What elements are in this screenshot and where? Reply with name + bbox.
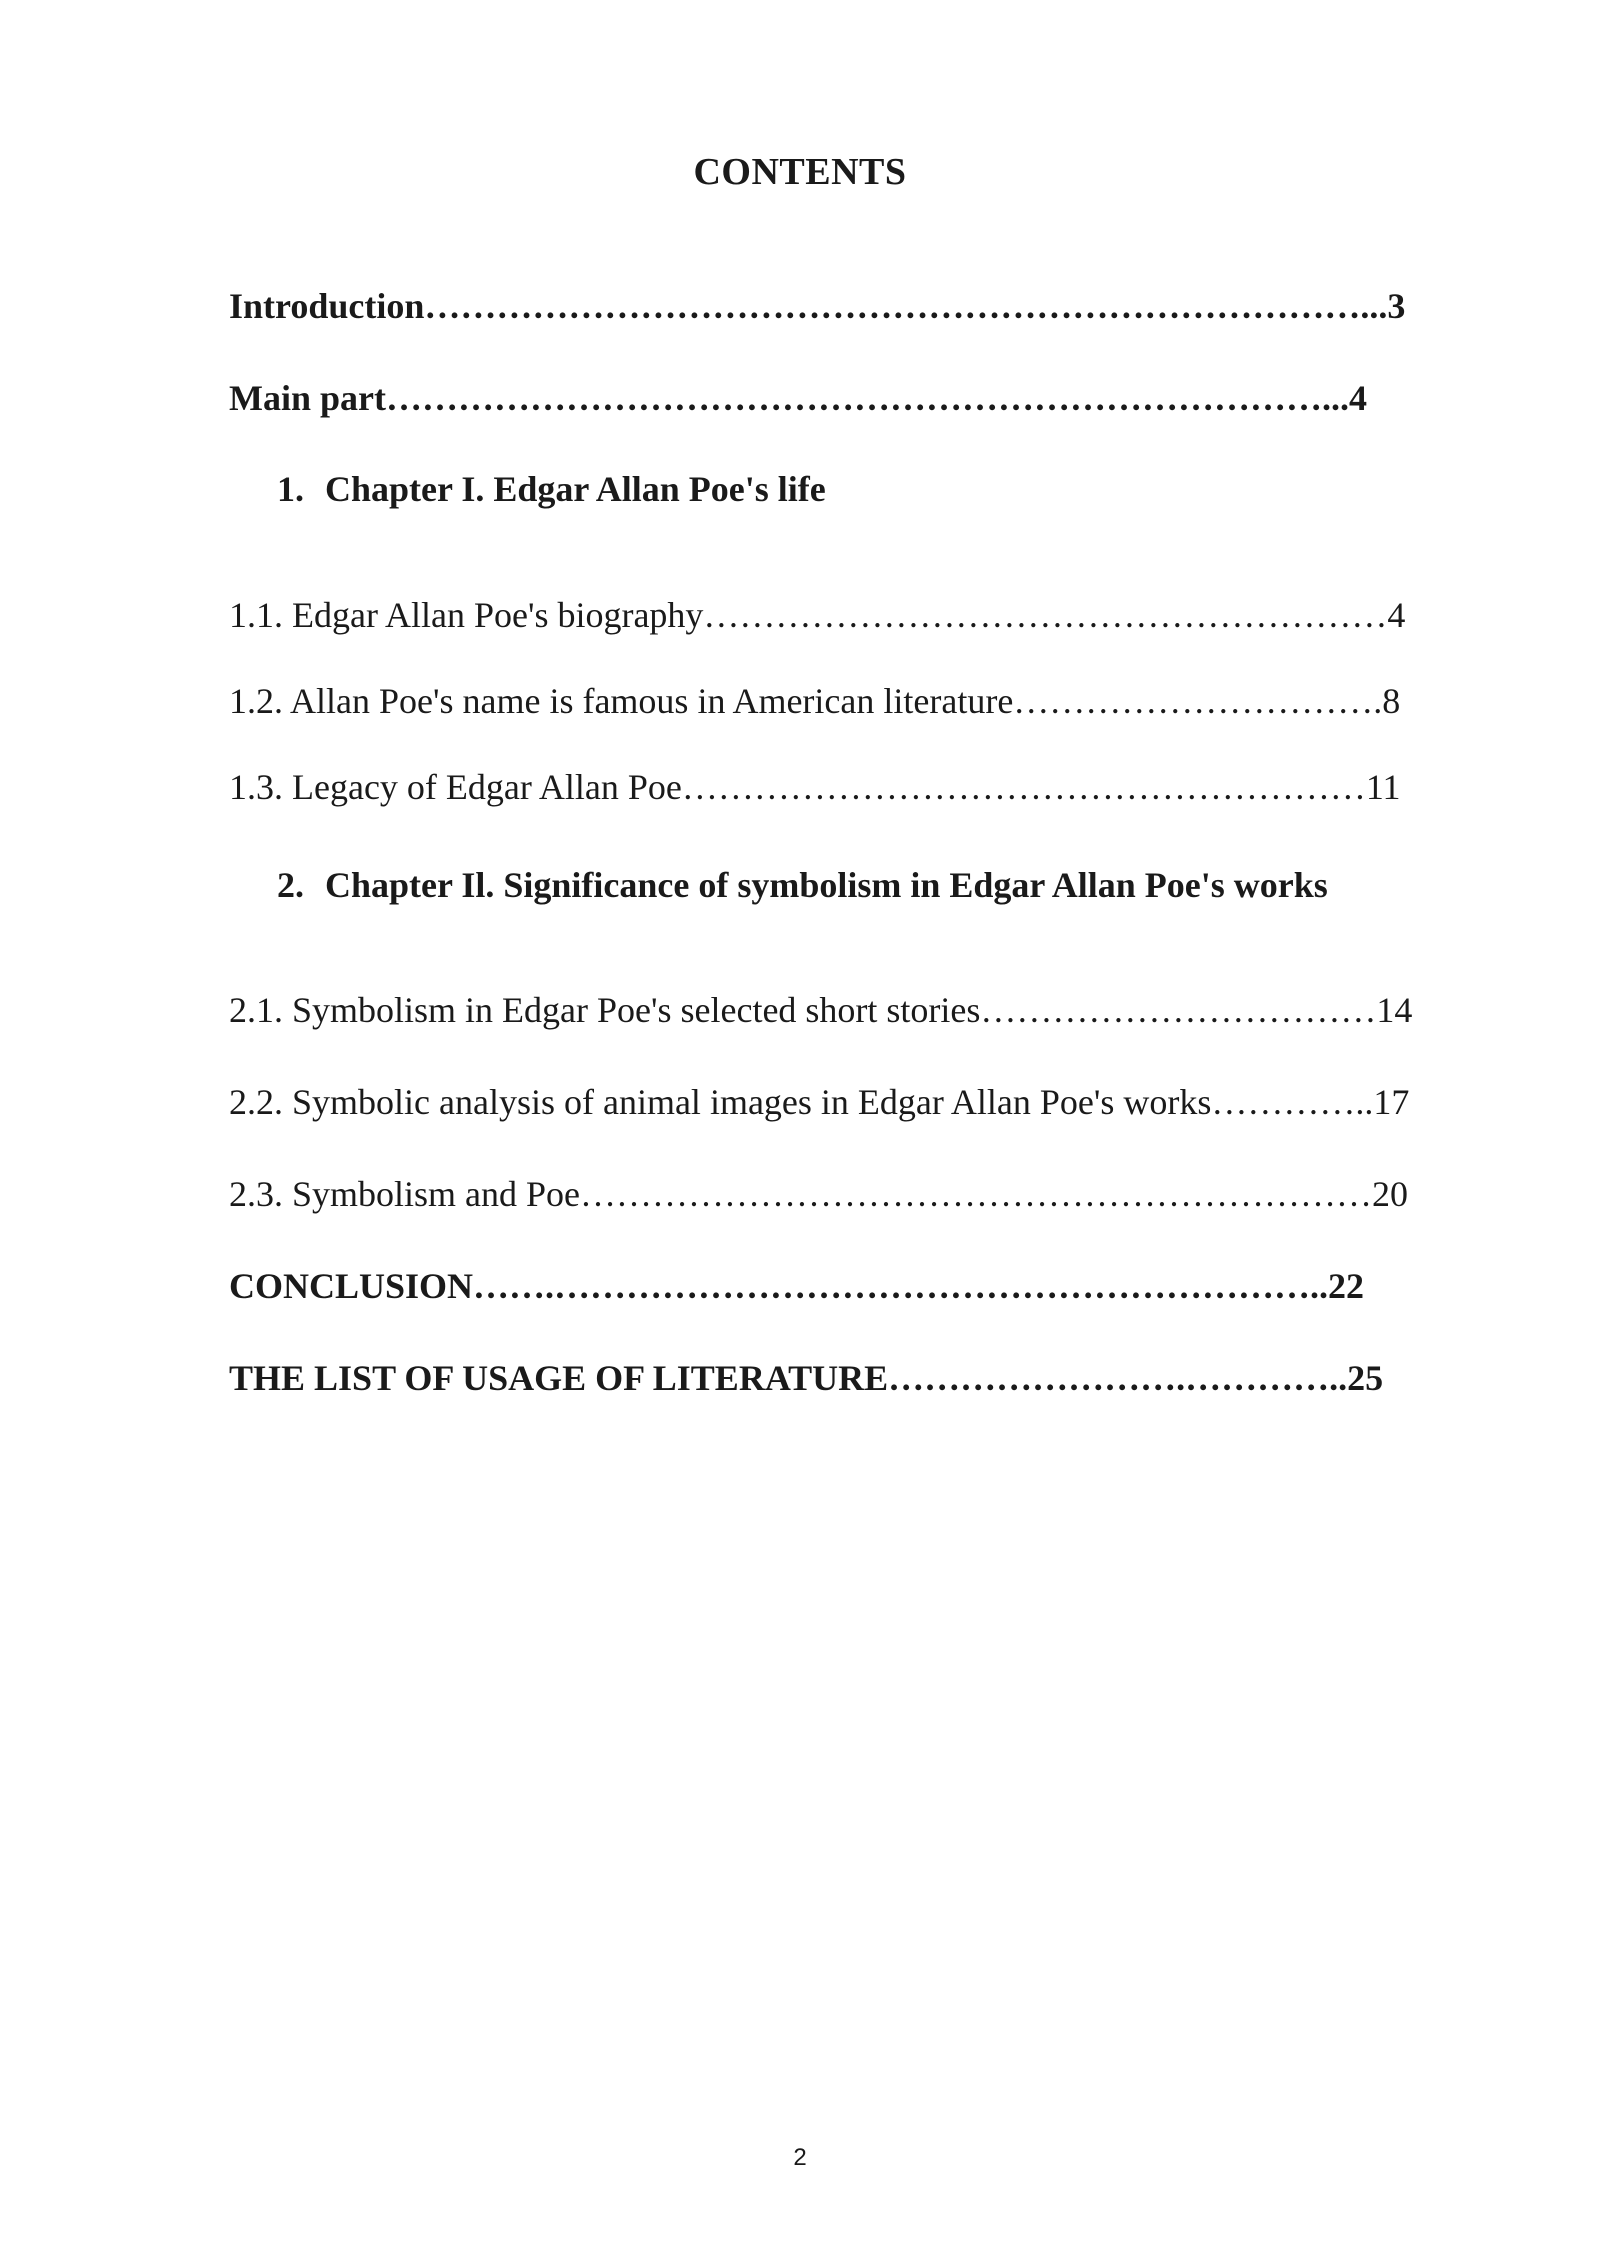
toc-entry-1-1: 1.1. Edgar Allan Poe's biography…………………………………………………4 (229, 595, 1406, 635)
page-number: 2 (793, 2144, 807, 2171)
toc-entry-2-1: 2.1. Symbolism in Edgar Poe's selected short stories……………………………14 (229, 990, 1413, 1030)
toc-entry-2-3: 2.3. Symbolism and Poe…………………………………………………………20 (229, 1174, 1409, 1214)
chapter-number: 2. (277, 865, 304, 905)
toc-entry-main-part: Main part……………………………………………………………………...4 (229, 378, 1367, 418)
toc-entry-introduction: Introduction……………………………………………………………………...3 (229, 286, 1406, 326)
toc-entry-2-2: 2.2. Symbolic analysis of animal images in Edgar Allan Poe's works…………..17 (229, 1082, 1410, 1122)
toc-chapter-1 (277, 467, 826, 511)
contents-heading: CONTENTS (693, 151, 907, 193)
toc-entry-literature: THE LIST OF USAGE OF LITERATURE…………………….…………..25 (229, 1358, 1384, 1398)
chapter-title: Chapter I. Edgar Allan Poe's life (325, 469, 826, 509)
chapter-number: 1. (277, 469, 304, 509)
chapter-title: Chapter Il. Significance of symbolism in Edgar Allan Poe's works (325, 865, 1328, 905)
toc-entry-1-3: 1.3. Legacy of Edgar Allan Poe…………………………………………………11 (229, 767, 1401, 807)
toc-entry-1-2: 1.2. Allan Poe's name is famous in American literature………………………….8 (229, 681, 1401, 721)
toc-chapter-2 (277, 863, 1328, 907)
toc-entry-conclusion: CONCLUSION…….………………………………………………………..22 (229, 1266, 1365, 1306)
